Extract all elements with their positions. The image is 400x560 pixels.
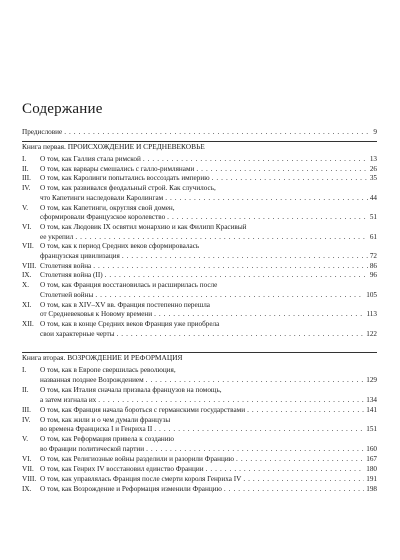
page-number: 180 <box>366 465 377 473</box>
chapter-title: сформировали Французское королевство <box>40 213 166 222</box>
chapter-number: VI. <box>22 222 32 231</box>
chapter-title: О том, как развивался феодальный строй. Как случилось, <box>40 184 216 193</box>
page-number: 9 <box>373 128 377 136</box>
chapter-title: О том, как в XIV–XV вв. Франция постепенно перешла <box>40 300 210 309</box>
chapter-title: О том, как в Европе свершилась революция, <box>40 366 176 374</box>
chapter-title: Столетняя война <box>40 261 92 270</box>
chapter-number: I. <box>22 155 27 163</box>
page-number: 167 <box>366 455 377 464</box>
chapter-title: О том, как Религиозные войны разделили и разорили Францию <box>40 455 235 464</box>
page-number: 191 <box>366 474 377 483</box>
page-number: 113 <box>366 310 377 319</box>
chapter-number: V. <box>22 435 29 444</box>
chapter-title: О том, как Генрих IV восстановил единство Франции <box>40 465 204 473</box>
chapter-title: О том, как Возрождение и Реформация изменили Францию <box>40 484 222 493</box>
page-number: 96 <box>369 271 377 280</box>
chapter-number: II. <box>22 385 29 394</box>
chapter-number: III. <box>22 174 31 183</box>
page-number: 86 <box>369 261 377 270</box>
chapter-title: О том, как Реформация привела к созданию <box>40 435 174 444</box>
chapter-title: О том, как в конце Средних веков Франция уже приобрела <box>40 319 220 328</box>
chapter-number: VII. <box>22 242 34 251</box>
chapter-title: французская цивилизация <box>40 252 120 260</box>
chapter-title: Столетней войны <box>40 290 94 299</box>
page-number: 134 <box>366 395 377 404</box>
page-number: 26 <box>369 164 377 173</box>
chapter-title: свои характерные черты <box>40 329 115 338</box>
page-number: 105 <box>366 290 377 299</box>
chapter-number: IX. <box>22 484 32 493</box>
page-number: 141 <box>366 405 377 414</box>
chapter-number: IX. <box>22 271 32 280</box>
page-number: 51 <box>369 213 377 222</box>
chapter-title: О том, как варвары смешались с галло-римлянами <box>40 164 195 173</box>
preface-label: Предисловие <box>22 128 63 136</box>
chapter-number: X. <box>22 281 29 290</box>
page-number: 61 <box>369 232 377 241</box>
chapter-number: II. <box>22 164 29 173</box>
page-number: 198 <box>366 484 377 493</box>
chapter-title: О том, как Италия сначала призвала французов на помощь, <box>40 385 222 394</box>
chapter-title: О том, как Капетинги, округляя свой домен, <box>40 203 175 212</box>
chapter-number: VI. <box>22 455 32 464</box>
chapter-number: IV. <box>22 415 31 424</box>
chapter-title: О том, как Людовик IX освятил монархию и как Филипп Красивый <box>40 222 247 231</box>
page-number: 44 <box>369 193 377 202</box>
page-number: 13 <box>369 155 377 163</box>
chapter-number: VIII. <box>22 261 37 270</box>
chapter-number: V. <box>22 203 29 212</box>
chapter-title: названная позднее Возрождением <box>40 375 144 384</box>
page-number: 72 <box>369 252 377 260</box>
chapter-title: а затем изгнала их <box>40 395 97 404</box>
chapter-number: VII. <box>22 465 34 473</box>
chapter-number: III. <box>22 405 31 414</box>
chapter-number: XII. <box>22 319 34 328</box>
page-number: 129 <box>366 375 377 384</box>
chapter-title: от Средневековья к Новому времени <box>40 310 153 319</box>
book1-heading: Книга первая. ПРОИСХОЖДЕНИЕ И СРЕДНЕВЕКОВЬЕ <box>22 142 205 151</box>
chapter-title: Столетняя война (II) <box>40 271 103 280</box>
dot-leader <box>64 126 371 138</box>
toc-entry <box>22 483 377 495</box>
dot-leader <box>224 483 364 495</box>
chapter-title: О том, как Каролинги попытались воссоздать империю <box>40 174 210 183</box>
chapter-title: во времена Франциска I и Генриха II <box>40 425 153 434</box>
preface-entry <box>22 126 377 138</box>
page-title: Содержание <box>22 101 103 117</box>
chapter-number: I. <box>22 366 27 374</box>
chapter-title: О том, как управлялась Франция после смерти короля Генриха IV <box>40 474 242 483</box>
chapter-number: VIII. <box>22 474 37 483</box>
chapter-title: во Франции политической партии <box>40 445 145 454</box>
book2-heading: Книга вторая. ВОЗРОЖДЕНИЕ И РЕФОРМАЦИЯ <box>22 353 183 362</box>
chapter-title: О том, как Галлия стала римской <box>40 155 141 163</box>
chapter-number: IV. <box>22 184 31 193</box>
page-number: 160 <box>366 445 377 454</box>
chapter-title: ее укрепил <box>40 232 74 241</box>
chapter-title: О том, как к период Средних веков сформировалась <box>40 242 200 251</box>
page-number: 151 <box>366 425 377 434</box>
page-number: 35 <box>369 174 377 183</box>
chapter-title: О том, как Франция начала бороться с германскими государствами <box>40 405 246 414</box>
chapter-number: XI. <box>22 300 32 309</box>
chapter-title: О том, как жили и о чем думали французы <box>40 415 171 424</box>
toc-entry <box>22 328 377 340</box>
dot-leader <box>117 328 365 340</box>
chapter-title: что Капетинги наследовали Каролингам <box>40 193 164 202</box>
page-number: 122 <box>366 329 377 338</box>
chapter-title: О том, как Франция восстановилась и расширилась после <box>40 281 218 290</box>
